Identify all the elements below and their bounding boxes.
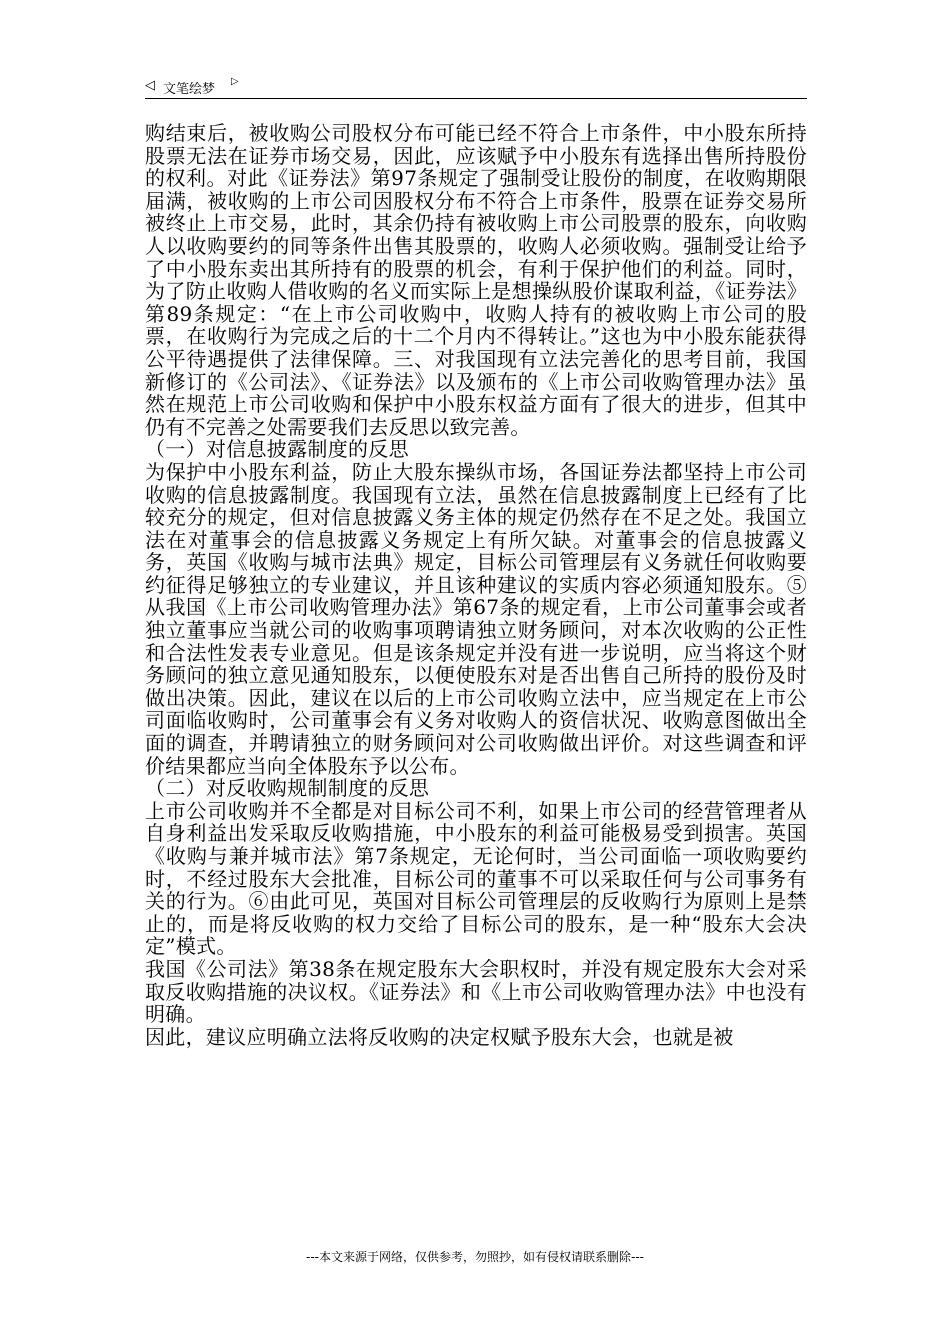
document-body [145,122,807,1048]
header-title: 文笔绘梦 [163,82,216,97]
paragraph-5: 因此，建议应明确立法将反收购的决定权赋予股东大会，也就是被 [145,1024,734,1049]
triangle-left-icon: ◁ [145,78,155,93]
paragraph-4: 我国《公司法》第38条在规定股东大会职权时，并没有规定股东大会对采取反收购措施的决议权。《证券法》和《上市公司收购管理办法》中也没有明确。 [145,956,807,1027]
page-footer: ---本文来源于网络，仅供参考，勿照抄，如有侵权请联系删除--- [306,1250,644,1264]
section-heading-1: （一）对信息披露制度的反思 [145,437,409,462]
paragraph-2: 为保护中小股东利益，防止大股东操纵市场，各国证券法都坚持上市公司收购的信息披露制度。我国现有立法，虽然在信息披露制度上已经有了比较充分的规定，但对信息披露义务主体的规定仍然存在不足之处。我国立法在对董事会的信息披露义务规定上有所欠缺。对董事会的信息披露义务，英国《收购与城市法典》规定，目标公司管理层有义务就任何收购要约征得足够独立的专业建议，并且该种建议的实质内容必须通知股东。⑤从我国《上市公司收购管理办法》第67条的规定看，上市公司董事会或者独立董事应当就公司的收购事项聘请独立财务顾问，对本次收购的公正性和合法性发表专业意见。但是该条规定并没有进一步说明，应当将这个财务顾问的独立意见通知股东，以便使股东对是否出售自己所持的股份及时做出决策。因此，建议在以后的上市公司收购立法中，应当规定在上市公司面临收购时，公司董事会有义务对收购人的资信状况、收购意图做出全面的调查，并聘请独立的财务顾问对公司收购做出评价。对这些调查和评价结果都应当向全体股东予以公布。 [145,459,807,778]
page-header [145,74,807,99]
paragraph-3: 上市公司收购并不全都是对目标公司不利，如果上市公司的经营管理者从自身利益出发采取反收购措施，中小股东的利益可能极易受到损害。英国《收购与兼并城市法》第7条规定，无论何时，当公司面临一项收购要约时，不经过股东大会批准，目标公司的董事不可以采取任何与公司事务有关的行为。⑥由此可见，英国对目标公司管理层的反收购行为原则上是禁止的，而是将反收购的权力交给了目标公司的股东，是一种“股东大会决定”模式。 [145,798,807,959]
triangle-right-icon: ▷ [231,76,239,87]
paragraph-1: 购结束后，被收购公司股权分布可能已经不符合上市条件，中小股东所持股票无法在证券市场交易，因此，应该赋予中小股东有选择出售所持股份的权利。对此《证券法》第97条规定了强制受让股份的制度，在收购期限届满，被收购的上市公司因股权分布不符合上市条件，股票在证券交易所被终止上市交易，此时，其余仍持有被收购上市公司股票的股东，向收购人以收购要约的同等条件出售其股票的，收购人必须收购。强制受让给予了中小股东卖出其所持有的股票的机会，有利于保护他们的利益。同时，为了防止收购人借收购的名义而实际上是想操纵股价谋取利益，《证券法》第89条规定：“在上市公司收购中，收购人持有的被收购上市公司的股票，在收购行为完成之后的十二个月内不得转让。”这也为中小股东能获得公平待遇提供了法律保障。三、对我国现有立法完善化的思考目前，我国新修订的《公司法》、《证券法》以及颁布的《上市公司收购管理办法》虽然在规范上市公司收购和保护中小股东权益方面有了很大的进步，但其中仍有不完善之处需要我们去反思以致完善。 [145,121,807,439]
section-heading-2: （二）对反收购规制制度的反思 [145,776,430,801]
